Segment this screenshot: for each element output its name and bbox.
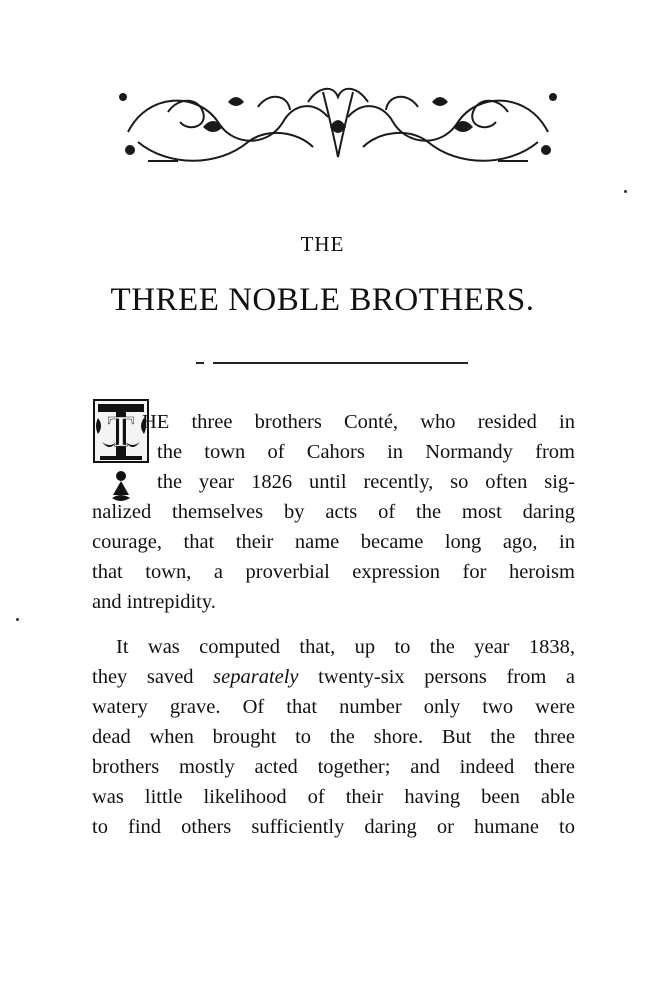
text-line: that town, a proverbial expression for heroism [92, 561, 575, 583]
text-run: watery grave. Of that number only two were [92, 696, 575, 718]
emphasis-word: separately [213, 666, 299, 688]
title-rule [213, 362, 468, 364]
text-run: dead when brought to the shore. But the three [92, 726, 575, 748]
chapter-title-prefix: THE [300, 232, 345, 256]
text-line [92, 692, 575, 722]
text-line: courage, that their name became long ago, in [92, 531, 575, 553]
text-line [92, 782, 575, 812]
text-line: HE three brothers Conté, who resided in [142, 411, 575, 433]
text-line [92, 662, 575, 692]
text-line [92, 752, 575, 782]
text-run: they saved [92, 666, 214, 688]
text-run: was little likelihood of their having been able [92, 786, 575, 808]
chapter-title: THREE NOBLE BROTHERS. [110, 282, 535, 318]
text-line: the town of Cahors in Normandy from [157, 441, 575, 463]
text-run: to find others sufficiently daring or humane to [92, 816, 575, 838]
text-run: twenty-six persons from a [298, 666, 575, 688]
paragraph-2 [92, 632, 575, 842]
text-run: brothers mostly acted together; and indeed there [92, 756, 575, 778]
text-run: It was computed that, up to the year 1838, [116, 636, 575, 658]
text-line: nalized themselves by acts of the most daring [92, 501, 575, 523]
text-line: the year 1826 until recently, so often sig- [157, 471, 575, 493]
paragraph-1 [92, 407, 575, 617]
margin-speck [624, 190, 627, 193]
text-line [92, 722, 575, 752]
svg-text:T: T [107, 407, 135, 456]
header-ornament [108, 72, 568, 172]
title-rule-dash [196, 362, 204, 364]
text-line: and intrepidity. [92, 591, 216, 613]
margin-speck [16, 618, 19, 621]
text-line [92, 812, 575, 842]
text-line [92, 632, 575, 662]
